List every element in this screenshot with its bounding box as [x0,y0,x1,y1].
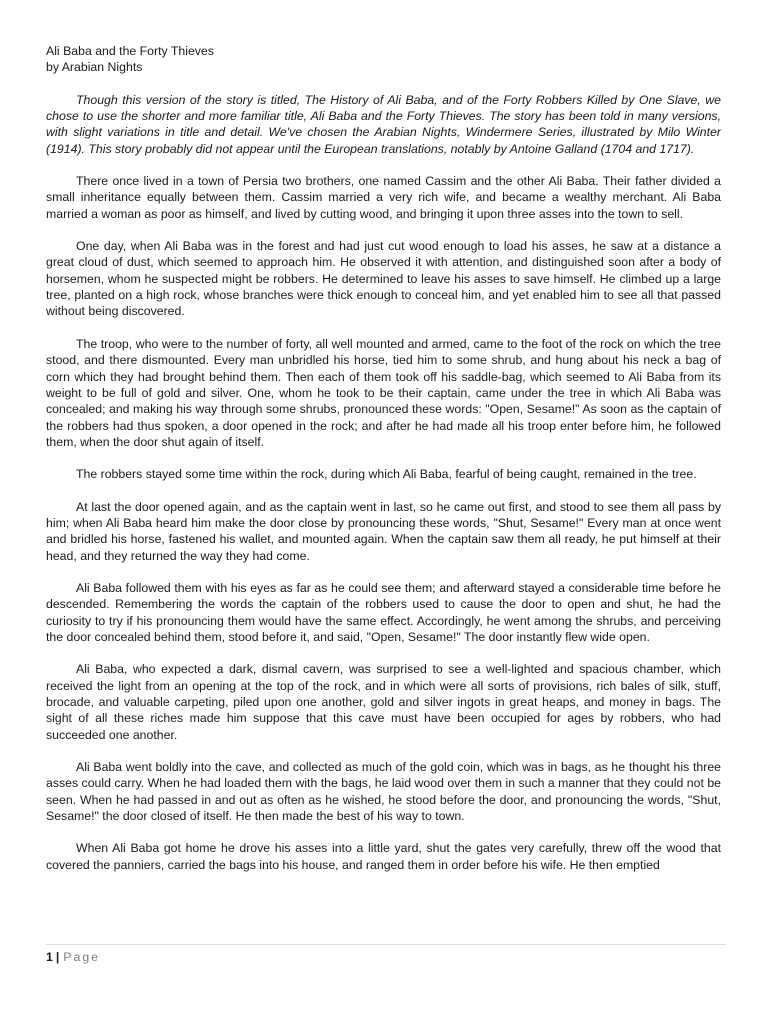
document-byline: by Arabian Nights [46,60,143,75]
intro-paragraph: Though this version of the story is titled, The History of Ali Baba, and of the Forty Robbers Killed by One Slave, we chose to use the shorter and more familiar title, Ali Baba and the Forty Thieves. The story has been told in many versions, with slight variations in title and detail. We've chosen the Arabian Nights, Windermere Series, illustrated by Milo Winter (1914). This story probably did not appear until the European translations, notably by Antoine Galland (1704 and 1717). [46,92,721,156]
body-paragraph: The troop, who were to the number of forty, all well mounted and armed, came to the foot of the rock on which the tree stood, and there dismounted. Every man unbridled his horse, tied him to some shrub, and hung about his neck a bag of corn which they had brought behind them. Then each of them took off his saddle-bag, which seemed to Ali Baba from its weight to be full of gold and silver. One, whom he took to be their captain, came under the tree in which Ali Baba was concealed; and making his way through some shrubs, pronounced these words: "Open, Sesame!" As soon as the captain of the robbers had thus spoken, a door opened in the rock; and after he had made all his troop enter before him, he followed them, when the door shut again of itself. [46,336,721,449]
body-paragraph: Ali Baba followed them with his eyes as far as he could see them; and afterward stayed a considerable time before he descended. Remembering the words the captain of the robbers used to cause the door to open and shut, he had the curiosity to try if his pronouncing them would have the same effect. Accordingly, he went among the shrubs, and perceiving the door concealed behind them, stood before it, and said, "Open, Sesame!" The door instantly flew wide open. [46,580,721,644]
title-block [46,43,721,76]
body-paragraph: Ali Baba, who expected a dark, dismal cavern, was surprised to see a well-lighted and spacious chamber, which received the light from an opening at the top of the rock, and in which were all sorts of provisions, rich bales of silk, stuff, brocade, and valuable carpeting, piled upon one another, gold and silver ingots in great heaps, and money in bags. The sight of all these riches made him suppose that this cave must have been occupied for ages by robbers, who had succeeded one another. [46,662,721,742]
body-paragraph: There once lived in a town of Persia two brothers, one named Cassim and the other Ali Baba. Their father divided a small inheritance equally between them. Cassim married a very rich wife, and became a wealthy merchant. Ali Baba married a woman as poor as himself, and lived by cutting wood, and bringing it upon three asses into the town to sell. [46,174,721,221]
body-paragraph: The robbers stayed some time within the rock, during which Ali Baba, fearful of being caught, remained in the tree. [76,467,697,482]
document-page [46,43,721,889]
body-paragraph: When Ali Baba got home he drove his asses into a little yard, shut the gates very carefully, threw off the wood that covered the panniers, carried the bags into his house, and ranged them in order before his wife. He then emptied [46,841,721,872]
body-paragraph: At last the door opened again, and as the captain went in last, so he came out first, and stood to see them all pass by him; when Ali Baba heard him make the door close by pronouncing these words, "Shut, Sesame!" Every man at once went and bridled his horse, fastened his wallet, and mounted again. When the captain saw them all ready, he put himself at their head, and they returned the way they had come. [46,499,721,563]
body-paragraph: One day, when Ali Baba was in the forest and had just cut wood enough to load his asses, he saw at a distance a great cloud of dust, which seemed to approach him. He observed it with attention, and distinguished soon after a body of horsemen, whom he suspected might be robbers. He determined to leave his asses to save himself. He climbed up a large tree, planted on a high rock, whose branches were thick enough to conceal him, and yet enabled him to see all that passed without being discovered. [46,239,721,319]
body-paragraph: Ali Baba went boldly into the cave, and collected as much of the gold coin, which was in bags, as he thought his three asses could carry. When he had loaded them with the bags, he laid wood over them in such a manner that they could not be seen. When he had passed in and out as often as he wished, he stood before the door, and pronouncing the words, "Shut, Sesame!" the door closed of itself. He then made the best of his way to town. [46,760,721,824]
document-title: Ali Baba and the Forty Thieves [46,44,214,58]
page-label: Page [63,950,101,964]
page-number: 1 [46,950,53,964]
page-footer [46,944,726,964]
footer-separator: | [55,950,60,964]
